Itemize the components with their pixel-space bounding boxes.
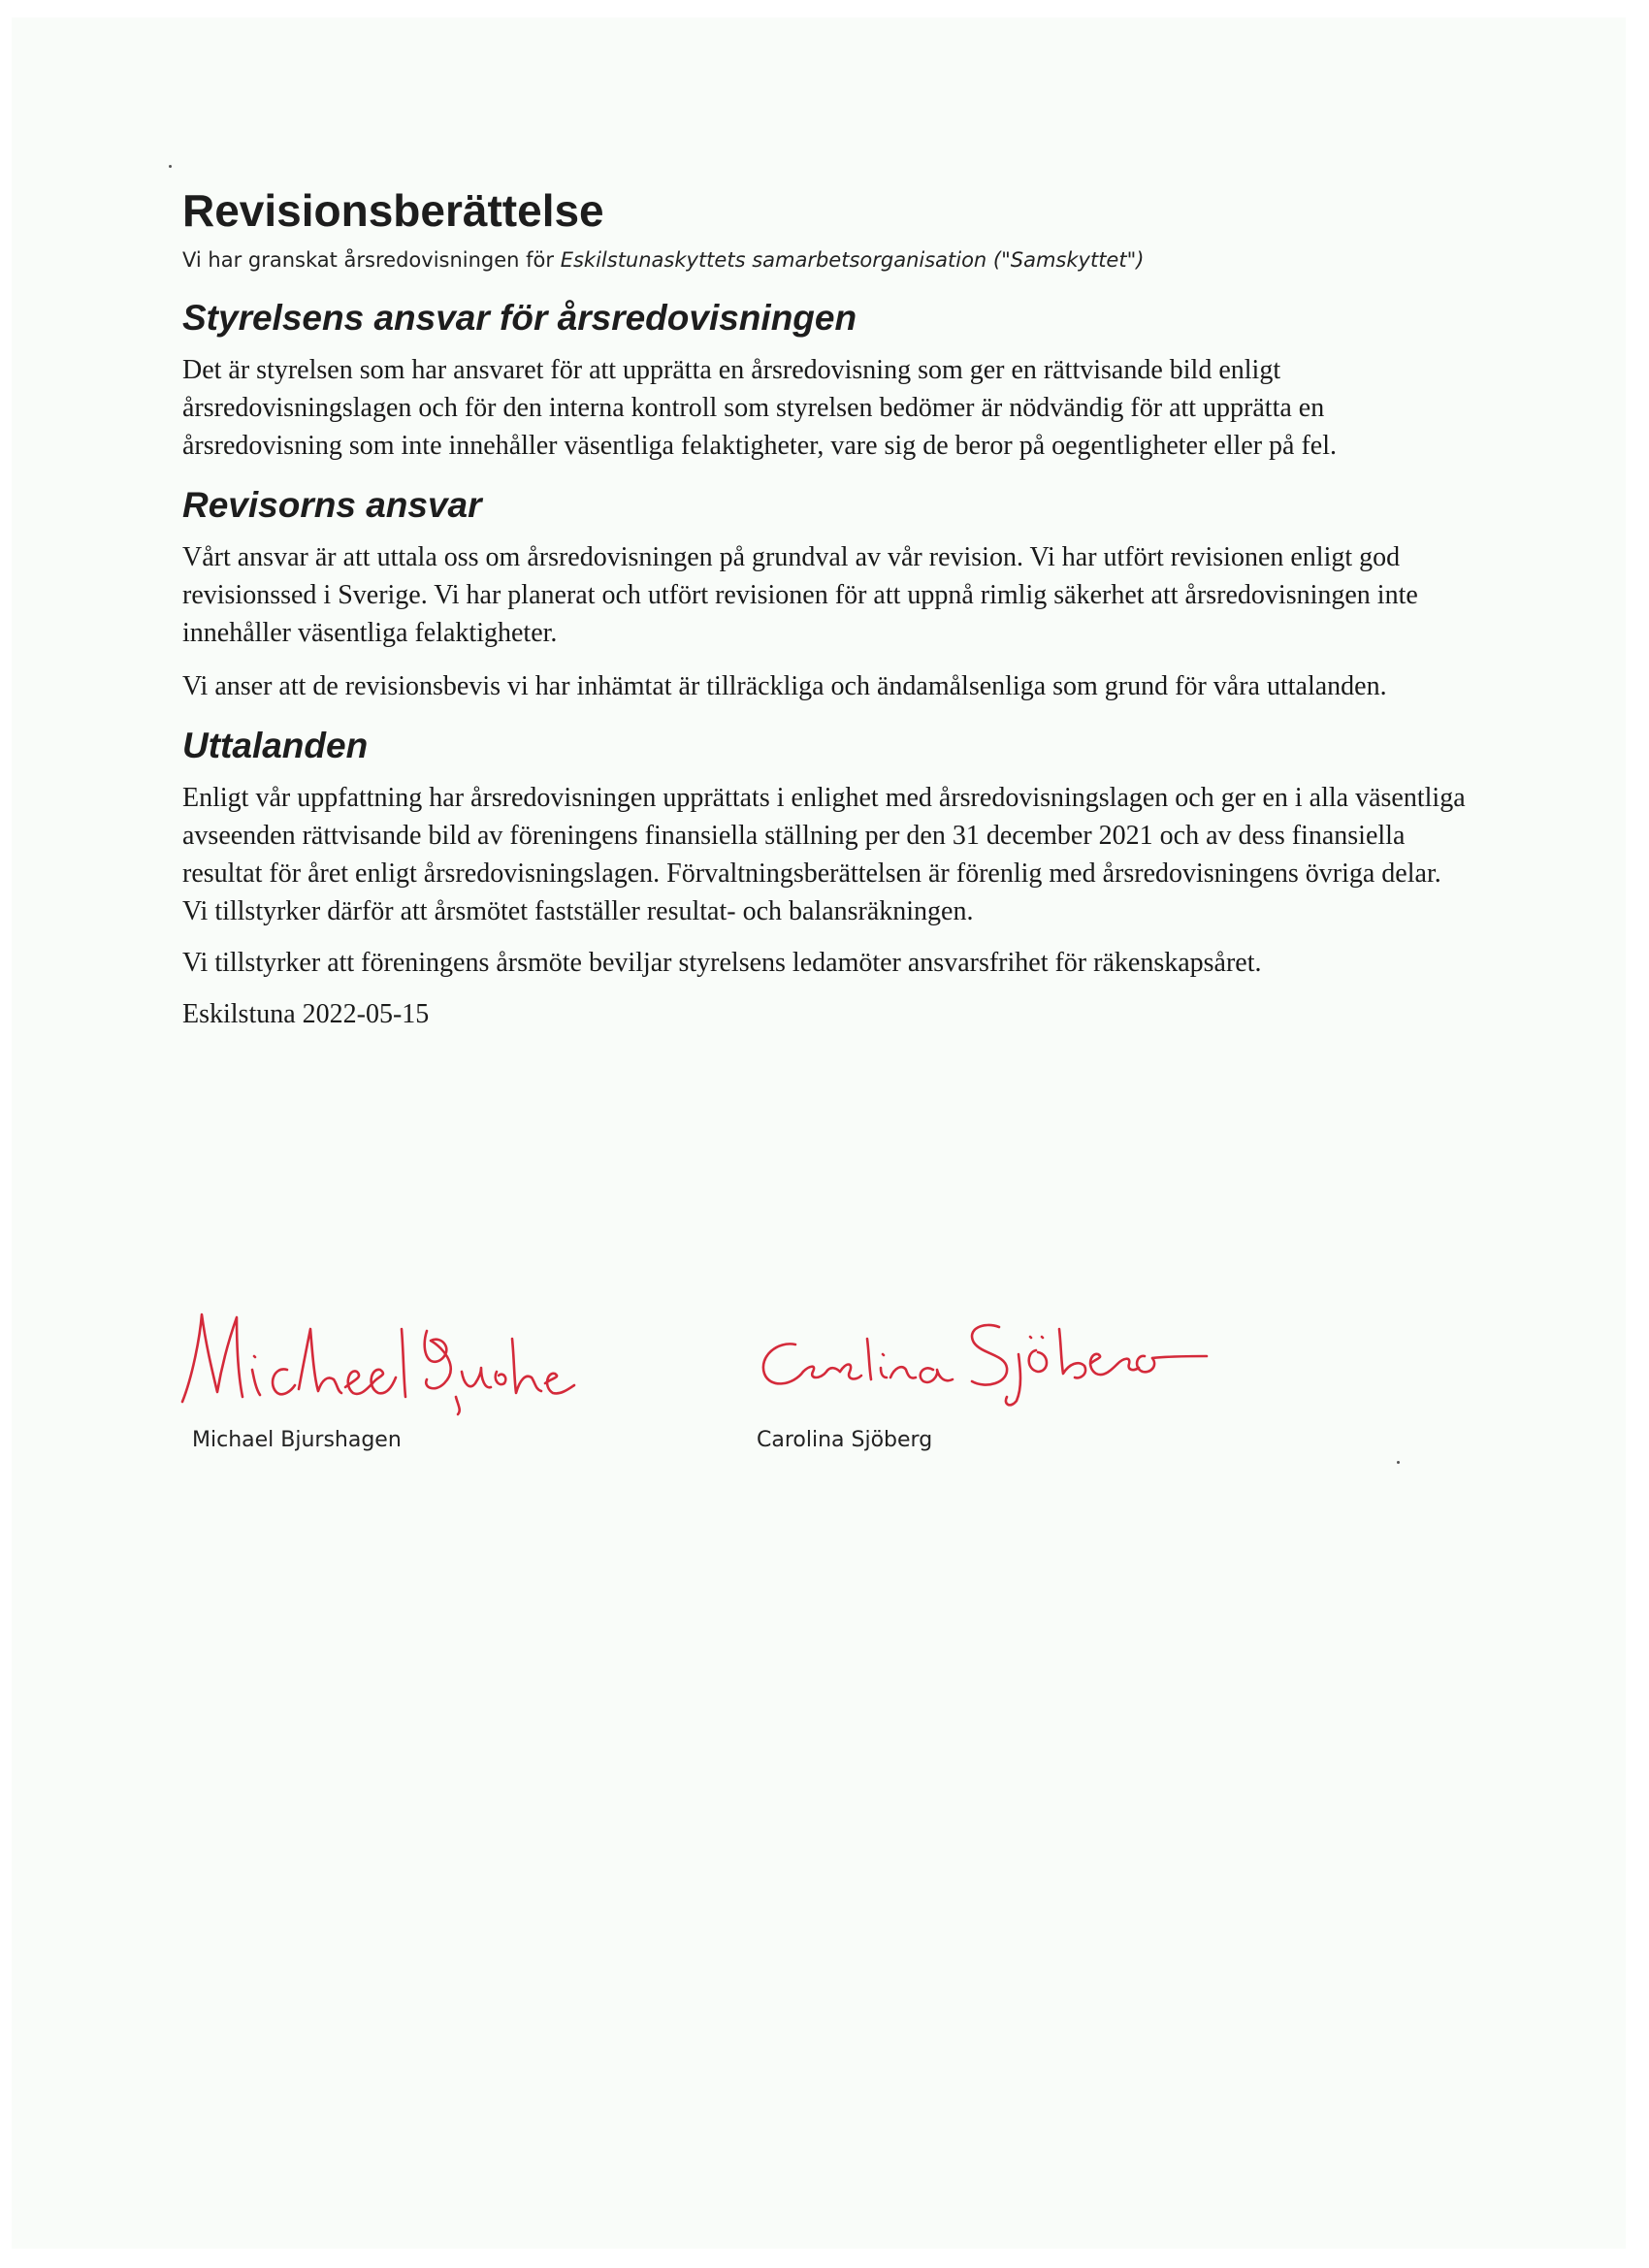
paragraph-revisorns-ansvar: Vårt ansvar är att uttala oss om årsredovisningen på grundval av vår revision. Vi har utfört revisionen enligt god revisionssed i Sverige. Vi har planerat och utfört revisionen för att uppnå rimlig säkerhet att årsredovisningen inte innehåller väsentliga felaktigheter. xyxy=(182,542,1418,648)
section-heading-uttalanden: Uttalanden xyxy=(182,726,369,765)
place-and-date: Eskilstuna 2022-05-15 xyxy=(182,999,430,1029)
scan-speck xyxy=(169,165,172,168)
handwritten-signature-1 xyxy=(173,1300,580,1416)
document-title: Revisionsberättelse xyxy=(182,185,604,236)
signatory-name-1: Michael Bjurshagen xyxy=(192,1428,402,1452)
signature-area xyxy=(165,1300,1329,1494)
section-heading-styrelsens-ansvar: Styrelsens ansvar för årsredovisningen xyxy=(182,298,857,338)
signature-block-2 xyxy=(745,1300,1211,1455)
paragraph-uttalanden: Enligt vår uppfattning har årsredovisningen upprättats i enlighet med årsredovisningslagen och ger en i alla väsentliga avseenden rättvisande bild av föreningens finansiella ställning per den 31 december 2021 och av dess finansiella resultat för året enligt årsredovisningslagen. Förvaltningsberättelsen är förenlig med årsredovisningens övriga delar. Vi tillstyrker därför att årsmötet fastställer resultat- och balansräkningen. xyxy=(182,783,1466,926)
scan-speck xyxy=(1397,1461,1400,1464)
paragraph-ansvarsfrihet: Vi tillstyrker att föreningens årsmöte beviljar styrelsens ledamöter ansvarsfrihet för räkenskapsåret. xyxy=(182,948,1262,978)
document-subtitle xyxy=(182,244,1472,275)
handwritten-signature-2 xyxy=(745,1300,1211,1416)
paragraph-styrelsens-ansvar: Det är styrelsen som har ansvaret för att upprätta en årsredovisning som ger en rättvisande bild enligt årsredovisningslagen och för den interna kontroll som styrelsen bedömer är nödvändig för att upprätta en årsredovisning som inte innehåller väsentliga felaktigheter, vare sig de beror på oegentligheter eller på fel. xyxy=(182,355,1337,461)
signatory-name-2: Carolina Sjöberg xyxy=(757,1428,933,1452)
paragraph-revisionsbevis: Vi anser att de revisionsbevis vi har inhämtat är tillräckliga och ändamålsenliga som grund för våra uttalanden. xyxy=(182,671,1387,701)
subtitle-prefix: Vi har granskat årsredovisningen för xyxy=(182,248,561,272)
section-heading-revisorns-ansvar: Revisorns ansvar xyxy=(182,485,482,525)
signature-block-1 xyxy=(173,1300,580,1455)
document-body xyxy=(182,182,1472,1033)
organization-name: Eskilstunaskyttets samarbetsorganisation ("Samskyttet") xyxy=(560,248,1145,272)
